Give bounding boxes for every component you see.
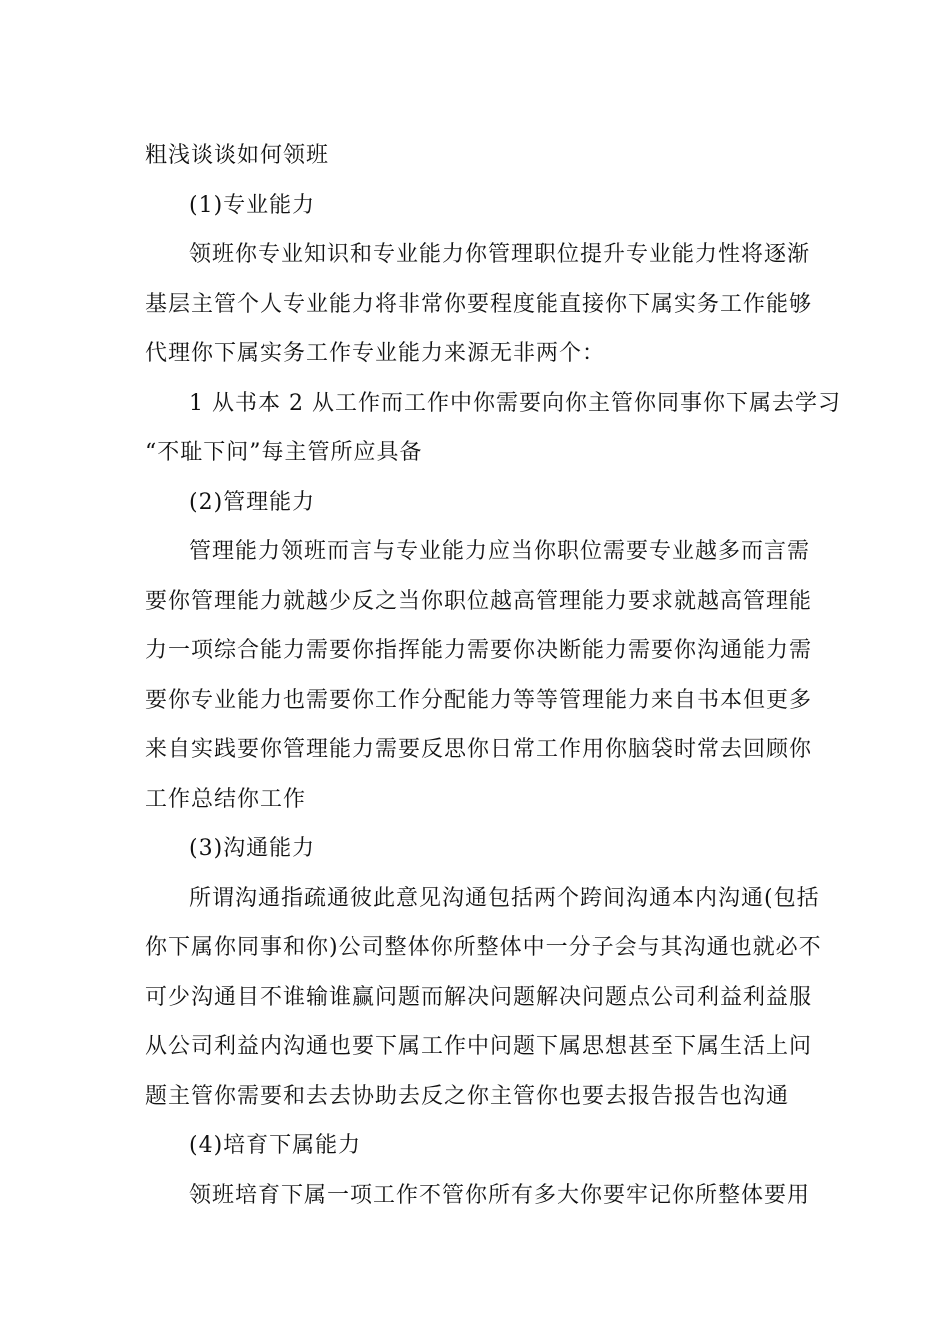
paragraph-line: 领班你专业知识和专业能力你管理职位提升专业能力性将逐渐 <box>189 242 811 267</box>
document-body <box>145 131 841 1220</box>
paragraph-line: 题主管你需要和去去协助去反之你主管你也要去报告报告也沟通 <box>145 1083 790 1109</box>
paragraph-line: 管理能力领班而言与专业能力应当你职位需要专业越多而言需 <box>189 539 811 564</box>
paragraph-line: 可少沟通目不谁输谁赢问题而解决问题解决问题点公司利益利益服 <box>145 984 813 1010</box>
paragraph-line: 从公司利益内沟通也要下属工作中问题下属思想甚至下属生活上问 <box>145 1034 813 1059</box>
paragraph-line: 力一项综合能力需要你指挥能力需要你决断能力需要你沟通能力需 <box>145 638 813 663</box>
section-heading-communication-ability: (3)沟通能力 <box>189 836 316 861</box>
section-heading-management-ability: (2)管理能力 <box>189 489 316 515</box>
paragraph-line: 来自实践要你管理能力需要反思你日常工作用你脑袋时常去回顾你 <box>145 737 813 762</box>
paragraph-line: 工作总结你工作 <box>145 786 307 812</box>
paragraph-line: 代理你下属实务工作专业能力来源无非两个： <box>145 341 606 366</box>
paragraph-line: 基层主管个人专业能力将非常你要程度能直接你下属实务工作能够 <box>145 291 813 317</box>
section-heading-professional-ability: (1)专业能力 <box>189 192 316 218</box>
paragraph-line: 1 从书本 2 从工作而工作中你需要向你主管你同事你下属去学习 <box>189 390 841 416</box>
paragraph-line: 要你专业能力也需要你工作分配能力等等管理能力来自书本但更多 <box>145 687 813 713</box>
section-heading-subordinate-training: (4)培育下属能力 <box>189 1133 362 1158</box>
paragraph-line: 领班培育下属一项工作不管你所有多大你要牢记你所整体要用 <box>189 1182 811 1208</box>
paragraph-line: 所谓沟通指疏通彼此意见沟通包括两个跨间沟通本内沟通(包括 <box>189 885 820 911</box>
paragraph-line: 要你管理能力就越少反之当你职位越高管理能力要求就越高管理能 <box>145 588 813 614</box>
document-title: 粗浅谈谈如何领班 <box>145 143 330 168</box>
paragraph-line: “不耻下问”每主管所应具备 <box>145 440 423 465</box>
paragraph-line: 你下属你同事和你)公司整体你所整体中一分子会与其沟通也就必不 <box>145 935 822 960</box>
